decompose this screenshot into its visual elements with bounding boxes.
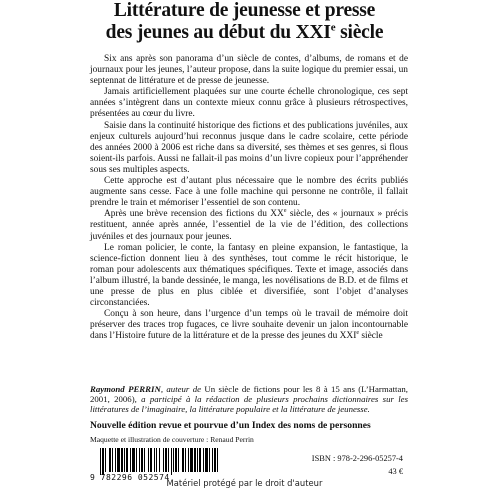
barcode-bar	[188, 448, 189, 472]
isbn-price-block	[312, 452, 403, 478]
barcode-bar	[194, 448, 196, 472]
title-line-2-suffix: siècle	[335, 22, 384, 43]
barcode-bar	[163, 448, 164, 472]
author-previous-book: Un siècle de fictions pour les 8 à 15 ans (L’Harmattan, 2001, 2006)	[90, 384, 408, 405]
barcode-bar	[209, 448, 210, 472]
barcode-bar	[121, 448, 123, 472]
barcode-bar	[182, 448, 184, 472]
blurb-paragraph-6: Le roman policier, le conte, la fantasy en pleine expansion, le fantastique, la science-fiction donnent lieu à des synthèses, tout comme le récit historique, le roman pour adolescents aux thématiques spécifiques. Texte et image, associés dans l’album illustré, la bande dessinée, le manga, les novélisations de B.D. et de films et une presse de plus en plus ciblée et diversifiée, sont l’objet d’analyses circonstanciées.	[90, 242, 408, 309]
blurb-paragraph-4: Cette approche est d’autant plus nécessaire que le nombre des écrits publiés augmente sans cesse. Face à une folle machine qui personne ne contrôle, il fallait prendre le train et mémoriser l’essentiel de son contenu.	[90, 176, 408, 209]
barcode-bar	[214, 448, 216, 472]
blurb-paragraph-5	[90, 209, 408, 242]
barcode-bar	[102, 448, 104, 475]
author-bio	[90, 384, 408, 415]
barcode-bar	[212, 448, 213, 472]
barcode-bars	[100, 448, 218, 472]
barcode-bar	[178, 448, 179, 472]
barcode-bar	[100, 448, 101, 475]
title-line-2-sup: e	[330, 21, 336, 34]
barcode-bar	[171, 448, 172, 475]
barcode-bar	[105, 448, 106, 472]
title-line-2-prefix: des jeunes au début du XXI	[105, 22, 331, 43]
barcode-bar	[165, 448, 167, 472]
barcode-bar	[115, 448, 116, 472]
barcode-bar	[185, 448, 186, 472]
p7-sup: e	[356, 330, 359, 337]
barcode-bar	[148, 448, 149, 472]
barcode-bar	[190, 448, 193, 472]
barcode-bar	[175, 448, 177, 472]
edition-note: Nouvelle édition revue et pourvue d’un Index des noms de personnes	[90, 420, 371, 431]
copyright-footer: Matériel protégé par le droit d'auteur	[166, 478, 323, 488]
barcode-bar	[156, 448, 157, 472]
barcode-bar	[117, 448, 120, 472]
barcode-bar	[154, 448, 155, 472]
p7-suffix: siècle	[359, 331, 383, 342]
barcode-bar	[168, 448, 169, 472]
barcode-digits: 9 782296 052574	[90, 473, 170, 482]
barcode-bar	[132, 448, 135, 472]
p5-sup: e	[283, 208, 287, 215]
blurb-text	[90, 54, 408, 342]
barcode-bar	[136, 448, 137, 472]
barcode-bar	[203, 448, 204, 472]
barcode-bar	[173, 448, 174, 472]
blurb-paragraph-7	[90, 309, 408, 342]
barcode-bar	[112, 448, 113, 472]
barcode-bar	[217, 448, 218, 472]
isbn-number: ISBN : 978-2-296-05257-4	[311, 454, 403, 463]
barcode-bar	[159, 448, 160, 472]
blurb-paragraph-2: Jamais artificiellement plaquées sur une courte échelle chronologique, ces sept années s’intègrent dans un contexte mieux connu grâce à plusieurs rétrospectives, présentées au cœur du livre.	[90, 87, 408, 120]
p7-prefix: Conçu à son heure, dans l’urgence d’un temps où le travail de mémoire doit préserver des traces trop fugaces, ce livre souhaite devenir un jalon incontournable dans l’Histoire future de la littérature et de la presse des jeunes du XXI	[90, 309, 408, 342]
barcode	[90, 448, 220, 482]
barcode-bar	[144, 448, 145, 472]
author-intro: , auteur de	[160, 384, 205, 394]
price: 43 €	[388, 467, 403, 476]
barcode-bar	[199, 448, 201, 472]
p5-suffix: siècle, des « journaux » précis restituent, année après année, l’essentiel de la vie de l’édition, des collections juvéniles et des journaux pour jeunes.	[90, 209, 408, 242]
author-name: Raymond PERRIN	[90, 384, 161, 394]
author-rest: , a participé à la rédaction de plusieurs prochains dictionnaires sur les littératures de l’imaginaire, la littérature populaire et la littérature de jeunesse.	[90, 394, 408, 415]
barcode-bar	[141, 448, 143, 472]
barcode-bar	[130, 448, 131, 472]
p5-prefix: Après une brève recension des fictions du XX	[104, 209, 284, 220]
blurb-paragraph-1: Six ans après son panorama d’un siècle de contes, d’albums, de romans et de journaux pour les jeunes, l’auteur propose, dans la suite logique du premier essai, un septennat de littérature et de presse de jeunesse.	[90, 54, 408, 87]
cover-credit: Maquette et illustration de couverture : Renaud Perrin	[90, 435, 254, 444]
barcode-bar	[197, 448, 198, 472]
title-line-1: Littérature de jeunesse et presse	[113, 0, 376, 21]
barcode-bar	[205, 448, 208, 472]
barcode-bar	[139, 448, 140, 472]
title-line-2	[0, 22, 489, 44]
blurb-paragraph-3: Saisie dans la continuité historique des fictions et des publications juvéniles, aux enjeux culturels aujourd’hui reconnus jusque dans le cadre scolaire, cette période des années 2000 à 2006 est riche dans sa diversité, ses thèmes et ses genres, si flous soient-ils parfois. Aussi ne fallait-il pas moins d’un livre copieux pour l’appréhender sous ses multiples aspects.	[90, 120, 408, 175]
barcode-bar	[124, 448, 125, 472]
barcode-bar	[150, 448, 152, 472]
barcode-bar	[126, 448, 128, 472]
barcode-bar	[109, 448, 111, 472]
